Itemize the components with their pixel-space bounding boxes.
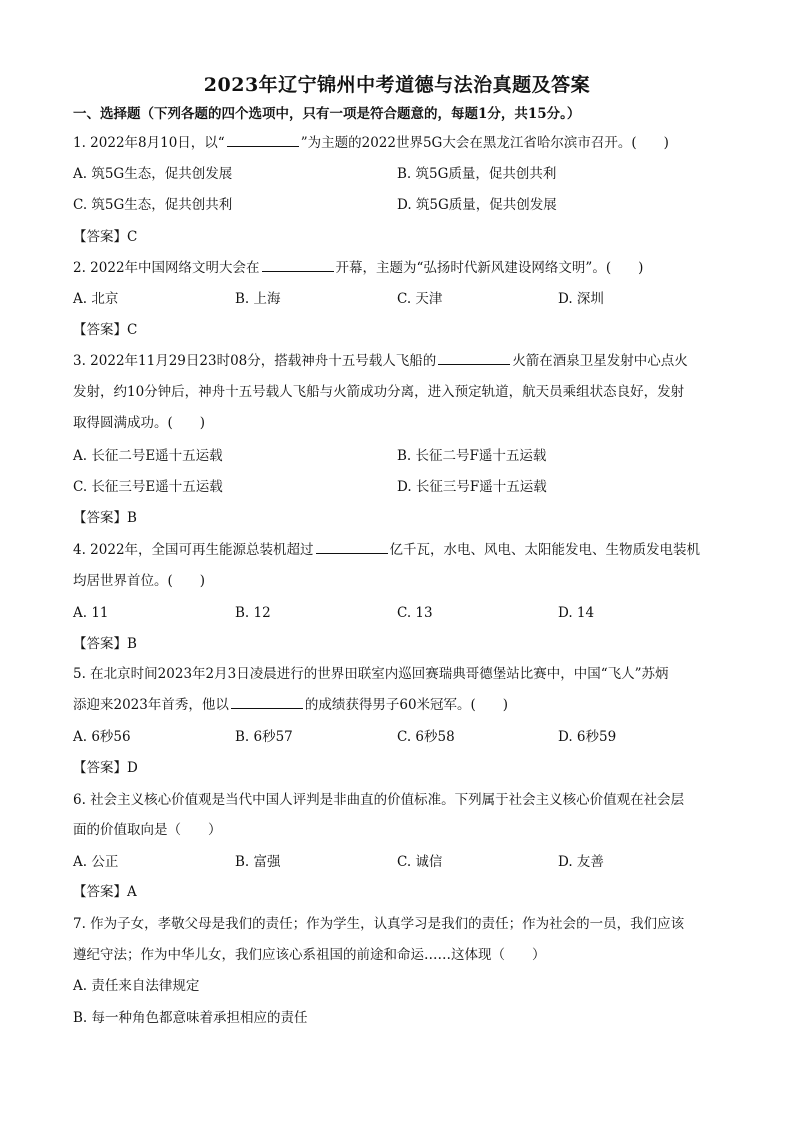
question-4-text-start: 4. 2022年，全国可再生能源总装机超过 xyxy=(73,542,314,558)
question-7-option-b: B. 每一种角色都意味着承担相应的责任 xyxy=(73,1010,308,1026)
question-5-option-c: C. 6秒58 xyxy=(397,729,455,745)
question-4-option-d: D. 14 xyxy=(558,605,595,621)
answer-blank xyxy=(438,352,510,365)
question-1-option-c: C. 筑5G生态，促共创共利 xyxy=(73,197,233,213)
question-4-option-c: C. 13 xyxy=(397,605,433,621)
question-2-text-end: 开幕，主题为“弘扬时代新风建设网络文明”。( ) xyxy=(335,260,644,276)
question-4-text-end: 亿千瓦，水电、风电、太阳能发电、生物质发电装机 xyxy=(389,542,701,558)
question-7-line-2: 遵纪守法；作为中华儿女，我们应该心系祖国的前途和命运……这体现（ ） xyxy=(73,947,546,963)
question-2-text-start: 2. 2022年中国网络文明大会在 xyxy=(73,260,260,276)
question-2-answer: 【答案】C xyxy=(73,322,138,338)
question-6-option-b: B. 富强 xyxy=(235,854,281,870)
question-4-option-a: A. 11 xyxy=(73,605,109,621)
question-5 xyxy=(73,695,733,715)
answer-blank xyxy=(227,134,299,147)
question-5-option-b: B. 6秒57 xyxy=(235,729,293,745)
question-3-text-end: 火箭在酒泉卫星发射中心点火 xyxy=(512,353,688,369)
question-3-option-c: C. 长征三号E遥十五运载 xyxy=(73,479,223,495)
question-6-option-c: C. 诚信 xyxy=(397,854,443,870)
question-3-answer: 【答案】B xyxy=(73,510,137,526)
question-6-line-1: 6. 社会主义核心价值观是当代中国人评判是非曲直的价值标准。下列属于社会主义核心价值观在社会层 xyxy=(73,792,685,808)
question-3 xyxy=(73,351,733,371)
question-4-line-2: 均居世界首位。( ) xyxy=(73,573,206,589)
question-2-option-d: D. 深圳 xyxy=(558,291,604,307)
section-heading: 一、选择题（下列各题的四个选项中，只有一项是符合题意的，每题1分，共15分。） xyxy=(73,106,581,122)
question-1-text-start: 1. 2022年8月10日，以“ xyxy=(73,135,225,151)
question-5-option-a: A. 6秒56 xyxy=(73,729,131,745)
answer-blank xyxy=(316,541,388,554)
question-1-text-end: ”为主题的2022世界5G大会在黑龙江省哈尔滨市召开。( ) xyxy=(300,135,669,151)
question-1 xyxy=(73,133,733,153)
question-2 xyxy=(73,258,733,278)
question-6-answer: 【答案】A xyxy=(73,884,137,900)
question-4-option-b: B. 12 xyxy=(235,605,271,621)
question-3-option-a: A. 长征二号E遥十五运载 xyxy=(73,448,223,464)
question-5-text-start: 添迎来2023年首秀，他以 xyxy=(73,697,229,713)
question-5-text-end: 的成绩获得男子60米冠军。( ) xyxy=(304,697,509,713)
question-6-line-2: 面的价值取向是（ ） xyxy=(73,822,222,838)
question-4 xyxy=(73,540,733,560)
question-2-option-a: A. 北京 xyxy=(73,291,119,307)
page-title: 2023年辽宁锦州中考道德与法治真题及答案 xyxy=(203,74,591,96)
question-3-option-b: B. 长征二号F遥十五运载 xyxy=(397,448,547,464)
question-6-option-d: D. 友善 xyxy=(558,854,604,870)
question-1-option-d: D. 筑5G质量，促共创发展 xyxy=(397,197,557,213)
question-4-answer: 【答案】B xyxy=(73,636,137,652)
question-1-option-a: A. 筑5G生态，促共创发展 xyxy=(73,166,233,182)
question-3-line-3: 取得圆满成功。( ) xyxy=(73,415,206,431)
question-7-option-a: A. 责任来自法律规定 xyxy=(73,978,200,994)
answer-blank xyxy=(262,259,334,272)
question-5-line-1: 5. 在北京时间2023年2月3日凌晨进行的世界田联室内巡回赛瑞典哥德堡站比赛中，中国“飞人”苏炳 xyxy=(73,666,669,682)
question-3-text-start: 3. 2022年11月29日23时08分，搭载神舟十五号载人飞船的 xyxy=(73,353,437,369)
question-6-option-a: A. 公正 xyxy=(73,854,119,870)
question-2-option-b: B. 上海 xyxy=(235,291,281,307)
answer-blank xyxy=(231,696,303,709)
question-1-answer: 【答案】C xyxy=(73,229,138,245)
question-3-line-2: 发射，约10分钟后，神舟十五号载人飞船与火箭成功分离，进入预定轨道，航天员乘组状态良好，发射 xyxy=(73,384,685,400)
question-1-option-b: B. 筑5G质量，促共创共利 xyxy=(397,166,557,182)
question-2-option-c: C. 天津 xyxy=(397,291,443,307)
question-5-answer: 【答案】D xyxy=(73,760,138,776)
question-5-option-d: D. 6秒59 xyxy=(558,729,617,745)
question-3-option-d: D. 长征三号F遥十五运载 xyxy=(397,479,547,495)
question-7-line-1: 7. 作为子女，孝敬父母是我们的责任；作为学生，认真学习是我们的责任；作为社会的一员，我们应该 xyxy=(73,916,685,932)
